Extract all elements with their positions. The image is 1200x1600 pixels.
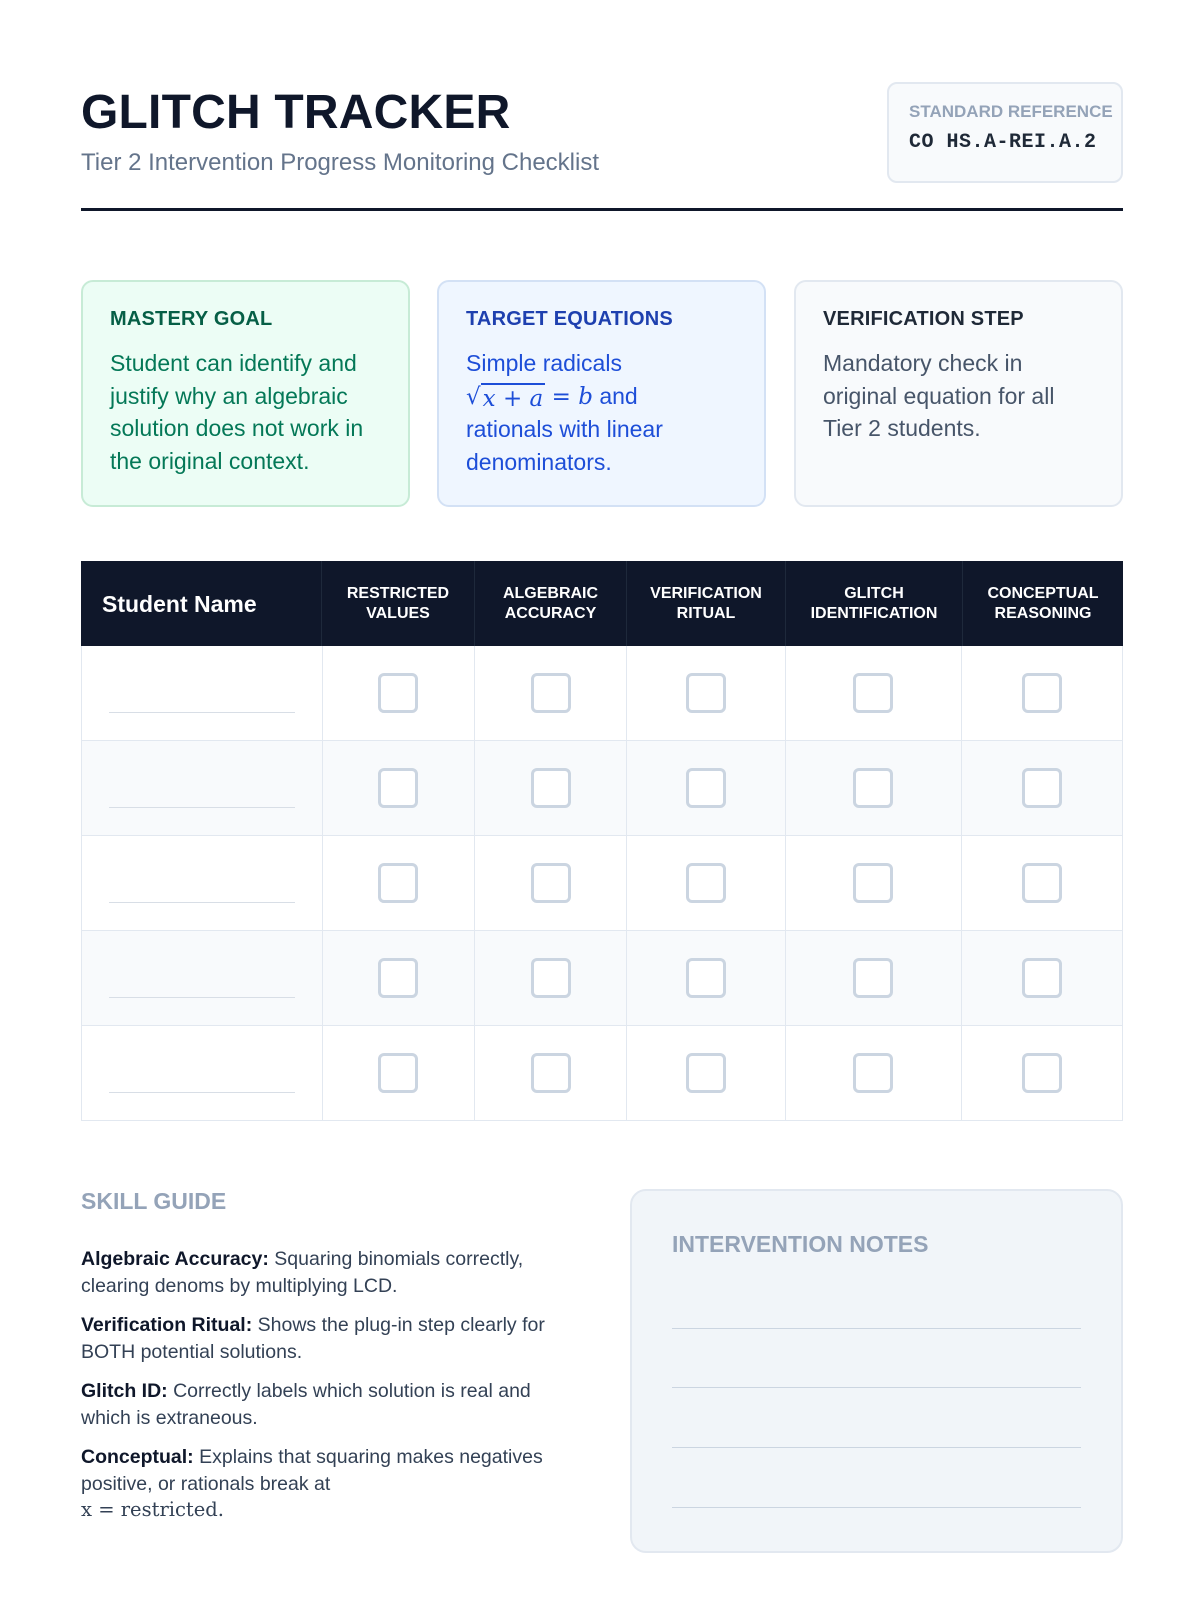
algebraic-accuracy-cell bbox=[475, 931, 627, 1025]
skill-guide-item bbox=[81, 1246, 581, 1299]
glitch-identification-checkbox[interactable] bbox=[853, 863, 893, 903]
restricted-values-cell bbox=[323, 1026, 476, 1120]
restricted-values-cell bbox=[323, 741, 476, 835]
algebraic-accuracy-checkbox[interactable] bbox=[531, 958, 571, 998]
table-row bbox=[81, 931, 1123, 1026]
skill-guide bbox=[81, 1188, 581, 1524]
sqrt-symbol: √ bbox=[466, 383, 481, 410]
notes-writing-line[interactable] bbox=[672, 1328, 1081, 1329]
glitch-identification-checkbox[interactable] bbox=[853, 768, 893, 808]
verification-step-card bbox=[794, 280, 1123, 507]
verification-ritual-checkbox[interactable] bbox=[686, 863, 726, 903]
verification-ritual-checkbox[interactable] bbox=[686, 673, 726, 713]
restricted-values-checkbox[interactable] bbox=[378, 1053, 418, 1093]
conceptual-reasoning-cell bbox=[962, 741, 1122, 835]
glitch-identification-checkbox[interactable] bbox=[853, 673, 893, 713]
standard-reference-box bbox=[887, 82, 1123, 183]
intervention-notes-title: INTERVENTION NOTES bbox=[672, 1231, 929, 1257]
skill-description: Squaring binomials correctly, clearing denoms by multiplying LCD. bbox=[81, 1248, 524, 1297]
verification-ritual-cell bbox=[627, 1026, 786, 1120]
column-header-student-name: Student Name bbox=[81, 561, 322, 646]
progress-table bbox=[81, 561, 1123, 1121]
column-header-verification-ritual: VERIFICATION RITUAL bbox=[627, 561, 786, 646]
header-divider bbox=[81, 208, 1123, 211]
verification-ritual-cell bbox=[627, 836, 786, 930]
column-header-restricted-values: RESTRICTED VALUES bbox=[322, 561, 475, 646]
conceptual-reasoning-checkbox[interactable] bbox=[1022, 863, 1062, 903]
student-name-line bbox=[109, 807, 295, 808]
algebraic-accuracy-cell bbox=[475, 646, 627, 740]
notes-writing-line[interactable] bbox=[672, 1447, 1081, 1448]
algebraic-accuracy-cell bbox=[475, 836, 627, 930]
standard-reference-code: CO HS.A-REI.A.2 bbox=[909, 131, 1097, 154]
skill-term: Verification Ritual: bbox=[81, 1314, 253, 1336]
restricted-values-cell bbox=[323, 646, 476, 740]
verification-ritual-checkbox[interactable] bbox=[686, 958, 726, 998]
radicand: x + a bbox=[481, 383, 546, 413]
skill-description: Correctly labels which solution is real and which is extraneous. bbox=[81, 1380, 531, 1429]
verification-ritual-cell bbox=[627, 741, 786, 835]
student-name-cell[interactable] bbox=[82, 931, 323, 1025]
radical-equation bbox=[466, 381, 545, 414]
conceptual-reasoning-cell bbox=[962, 931, 1122, 1025]
student-name-line bbox=[109, 712, 295, 713]
target-equations-and: and bbox=[599, 382, 638, 409]
restricted-values-checkbox[interactable] bbox=[378, 863, 418, 903]
skill-term: Glitch ID: bbox=[81, 1380, 168, 1402]
algebraic-accuracy-checkbox[interactable] bbox=[531, 768, 571, 808]
verification-ritual-checkbox[interactable] bbox=[686, 768, 726, 808]
skill-term: Algebraic Accuracy: bbox=[81, 1248, 269, 1270]
verification-step-title: VERIFICATION STEP bbox=[823, 308, 1024, 330]
mastery-goal-title: MASTERY GOAL bbox=[110, 308, 273, 330]
restricted-values-cell bbox=[323, 931, 476, 1025]
student-name-line bbox=[109, 1092, 295, 1093]
glitch-identification-cell bbox=[786, 836, 963, 930]
conceptual-reasoning-checkbox[interactable] bbox=[1022, 768, 1062, 808]
verification-ritual-checkbox[interactable] bbox=[686, 1053, 726, 1093]
skill-description: Shows the plug-in step clearly for BOTH potential solutions. bbox=[81, 1314, 545, 1363]
page-title: GLITCH TRACKER bbox=[81, 86, 511, 139]
target-equations-text bbox=[466, 347, 737, 478]
standard-reference-label: STANDARD REFERENCE bbox=[909, 102, 1113, 121]
skill-guide-title: SKILL GUIDE bbox=[81, 1188, 227, 1214]
verification-step-text: Mandatory check in original equation for all Tier 2 students. bbox=[823, 350, 1055, 441]
table-header bbox=[81, 561, 1123, 646]
conceptual-reasoning-checkbox[interactable] bbox=[1022, 958, 1062, 998]
mastery-goal-card bbox=[81, 280, 410, 507]
target-equations-title: TARGET EQUATIONS bbox=[466, 308, 673, 330]
page-subtitle: Tier 2 Intervention Progress Monitoring Checklist bbox=[81, 149, 599, 176]
page-header bbox=[81, 86, 1123, 176]
skill-guide-item bbox=[81, 1378, 581, 1431]
glitch-identification-cell bbox=[786, 931, 963, 1025]
student-name-cell[interactable] bbox=[82, 646, 323, 740]
table-row bbox=[81, 836, 1123, 931]
restricted-values-checkbox[interactable] bbox=[378, 673, 418, 713]
column-header-conceptual-reasoning: CONCEPTUAL REASONING bbox=[987, 584, 1099, 622]
student-name-cell[interactable] bbox=[82, 1026, 323, 1120]
skill-guide-item bbox=[81, 1444, 581, 1524]
glitch-identification-checkbox[interactable] bbox=[853, 1053, 893, 1093]
student-name-cell[interactable] bbox=[82, 836, 323, 930]
table-body bbox=[81, 646, 1123, 1121]
skill-term: Conceptual: bbox=[81, 1446, 194, 1468]
glitch-identification-cell bbox=[786, 646, 963, 740]
student-name-line bbox=[109, 997, 295, 998]
restricted-values-checkbox[interactable] bbox=[378, 958, 418, 998]
conceptual-reasoning-cell bbox=[962, 836, 1122, 930]
conceptual-reasoning-cell bbox=[962, 1026, 1122, 1120]
glitch-identification-cell bbox=[786, 1026, 963, 1120]
algebraic-accuracy-checkbox[interactable] bbox=[531, 1053, 571, 1093]
student-name-line bbox=[109, 902, 295, 903]
notes-writing-line[interactable] bbox=[672, 1507, 1081, 1508]
column-header-glitch-identification: GLITCH IDENTIFICATION bbox=[786, 561, 963, 646]
equation-rhs: = b bbox=[551, 383, 593, 410]
target-equations-intro: Simple radicals bbox=[466, 350, 622, 376]
algebraic-accuracy-checkbox[interactable] bbox=[531, 673, 571, 713]
table-row bbox=[81, 741, 1123, 836]
table-row bbox=[81, 1026, 1123, 1121]
skill-math: x = restricted. bbox=[81, 1498, 224, 1521]
skill-description: Explains that squaring makes negatives positive, or rationals break at bbox=[81, 1446, 543, 1495]
skill-guide-item bbox=[81, 1312, 581, 1365]
info-cards bbox=[81, 280, 1123, 507]
algebraic-accuracy-cell bbox=[475, 741, 627, 835]
conceptual-reasoning-checkbox[interactable] bbox=[1022, 1053, 1062, 1093]
conceptual-reasoning-cell bbox=[962, 646, 1122, 740]
verification-ritual-cell bbox=[627, 931, 786, 1025]
intervention-notes-panel bbox=[630, 1189, 1123, 1553]
conceptual-reasoning-checkbox[interactable] bbox=[1022, 673, 1062, 713]
verification-ritual-cell bbox=[627, 646, 786, 740]
algebraic-accuracy-checkbox[interactable] bbox=[531, 863, 571, 903]
column-header-algebraic-accuracy: ALGEBRAIC ACCURACY bbox=[475, 561, 627, 646]
glitch-identification-checkbox[interactable] bbox=[853, 958, 893, 998]
target-equations-rationals: rationals with linear denominators. bbox=[466, 416, 663, 475]
student-name-cell[interactable] bbox=[82, 741, 323, 835]
restricted-values-cell bbox=[323, 836, 476, 930]
mastery-goal-text: Student can identify and justify why an algebraic solution does not work in the original context. bbox=[110, 350, 364, 474]
table-row bbox=[81, 646, 1123, 741]
restricted-values-checkbox[interactable] bbox=[378, 768, 418, 808]
target-equations-card bbox=[437, 280, 766, 507]
glitch-identification-cell bbox=[786, 741, 963, 835]
notes-writing-line[interactable] bbox=[672, 1387, 1081, 1388]
algebraic-accuracy-cell bbox=[475, 1026, 627, 1120]
